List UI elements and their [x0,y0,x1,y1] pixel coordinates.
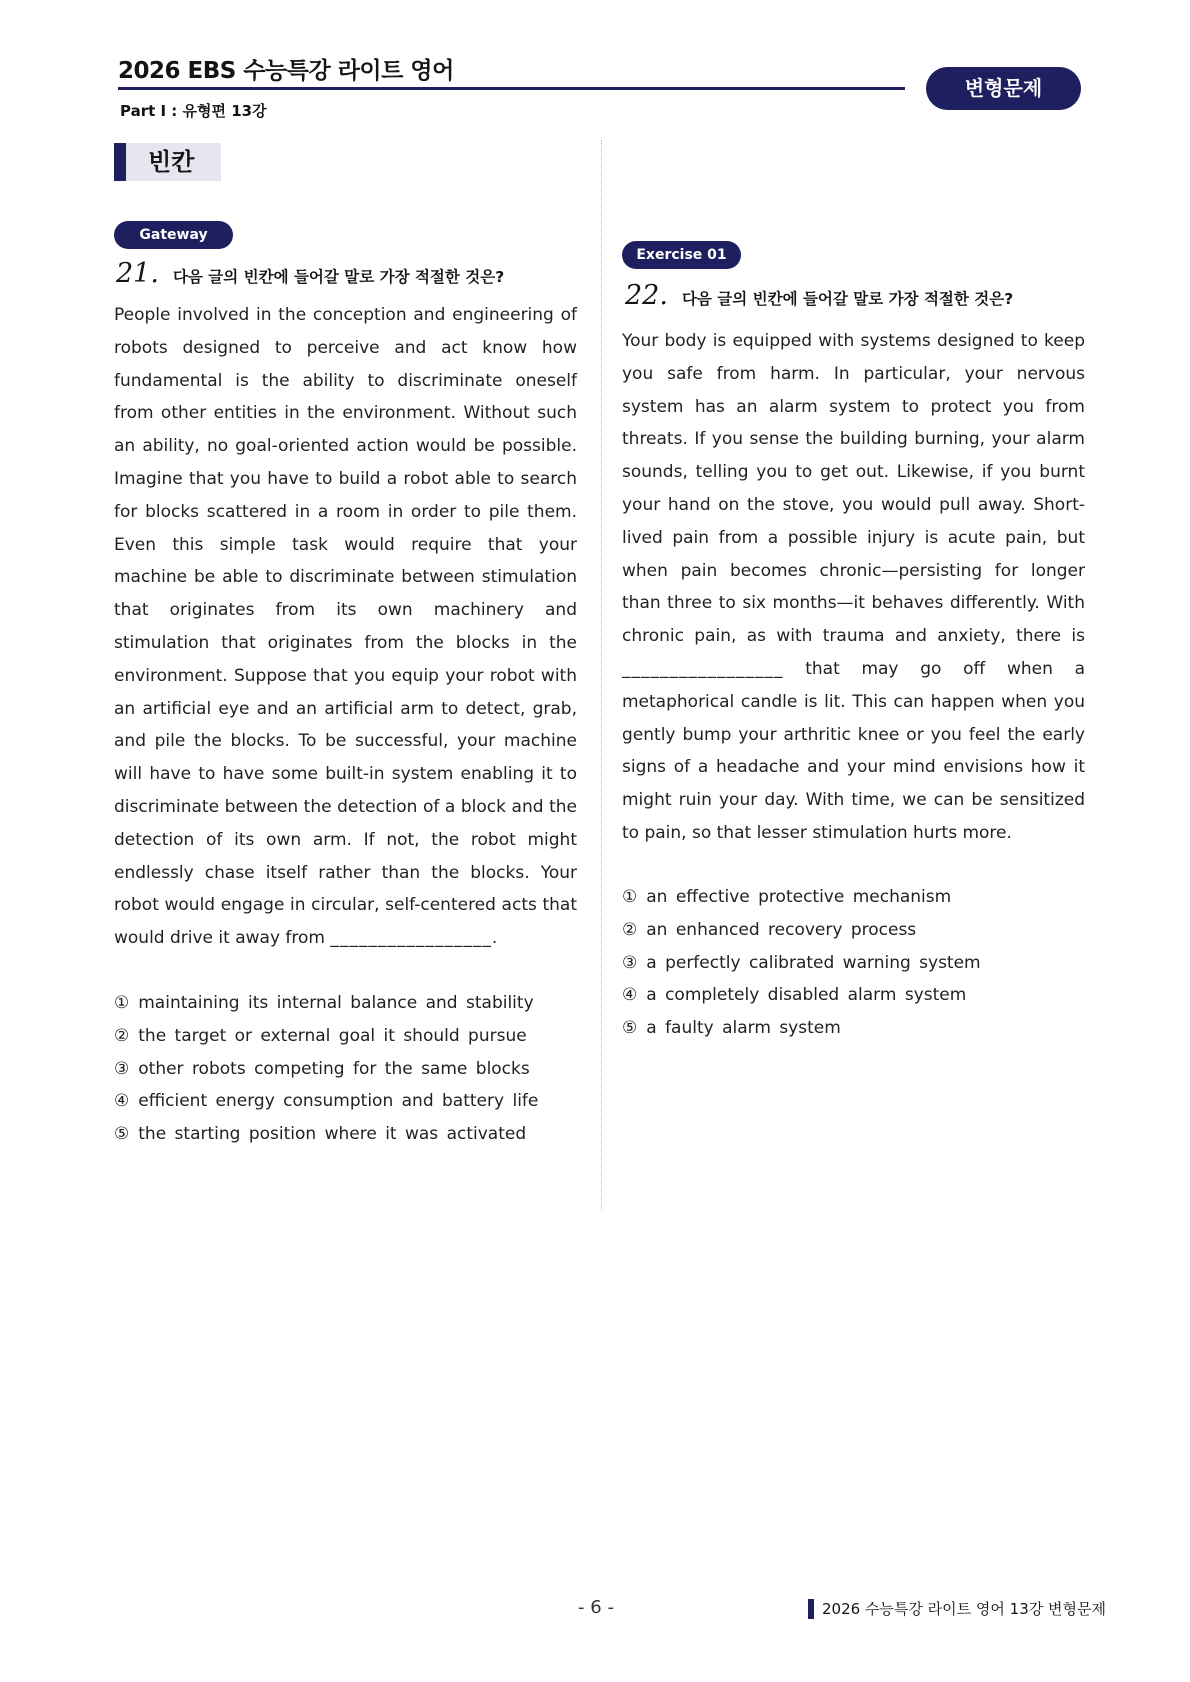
question-22-header [625,280,1013,311]
option-number: ② [622,919,638,940]
options-22 [622,881,981,1045]
question-number: 21. [116,258,159,289]
footer-text: 2026 수능특강 라이트 영어 13강 변형문제 [822,1600,1106,1618]
option-number: ① [114,993,130,1013]
passage-22 [622,325,1085,850]
passage-text-end: . [491,928,498,949]
passage-21 [114,299,577,955]
option-text: the target or external goal it should pursue [138,1025,527,1046]
page-number: - 6 - [578,1597,614,1618]
gateway-tag: Gateway [114,221,233,249]
option-2[interactable] [622,914,981,947]
option-text: a completely disabled alarm system [646,985,967,1006]
option-number: ① [622,887,638,907]
passage-text-end: that may go off when a metaphorical candle is lit. This can happen when you gently bump your arthritic knee or you feel the early signs of a headache and your mind envisions how it might ruin your day. With time, we can be sensitized to pain, so that lesser stimulation hurts more. [622,658,1085,843]
option-number: ② [114,1025,130,1046]
option-3[interactable] [622,947,981,980]
option-1[interactable] [114,987,538,1020]
option-2[interactable] [114,1020,538,1053]
document-title: 2026 EBS 수능특강 라이트 영어 [118,58,454,84]
option-text: an effective protective mechanism [646,887,952,907]
passage-text: Your body is equipped with systems designed to keep you safe from harm. In particular, your nervous system has an alarm system to protect you from threats. If you sense the building burning, your alarm sounds, telling you to get out. Likewise, if you burnt your hand on the stove, you would pull away. Short-lived pain from a possible injury is acute pain, but when pain becomes chronic—persisting for longer than three to six months—it behaves differently. With chronic pain, as with trauma and anxiety, there is [622,331,1085,647]
footer [808,1598,1106,1619]
answer-blank: _________________ [622,658,784,679]
option-text: efficient energy consumption and battery life [138,1091,539,1112]
column-divider [601,140,602,1210]
option-number: ⑤ [114,1124,130,1145]
option-5[interactable] [114,1118,538,1151]
option-text: an enhanced recovery process [646,919,917,940]
variant-badge: 변형문제 [926,67,1081,110]
header-rule [118,87,905,90]
option-4[interactable] [622,979,981,1012]
question-number: 22. [625,280,668,311]
option-1[interactable] [622,881,981,914]
unit-subtitle: Part Ⅰ : 유형편 13강 [120,102,267,120]
passage-text: People involved in the conception and engineering of robots designed to perceive and act know how fundamental is the ability to discriminate oneself from other entities in the environment. Without such an ability, no goal-oriented action would be possible. Imagine that you have to build a robot able to search for blocks scattered in a room in order to pile them. Even this simple task would require that your machine be able to discriminate between stimulation that originates from its own machinery and stimulation that originates from the blocks in the environment. Suppose that you equip your robot with an artificial eye and an artificial arm to detect, grab, and pile the blocks. To be successful, your machine will have to have some built-in system enabling it to discriminate between the detection of a block and the detection of its own arm. If not, the robot might endlessly chase itself rather than the blocks. Your robot would engage in circular, self-centered acts that would drive it away from [114,305,577,949]
option-text: other robots competing for the same blocks [138,1058,530,1079]
option-4[interactable] [114,1085,538,1118]
answer-blank: _________________ [330,928,492,949]
option-number: ④ [622,985,638,1006]
option-text: maintaining its internal balance and stability [138,993,534,1013]
option-number: ③ [114,1058,130,1079]
question-prompt: 다음 글의 빈칸에 들어갈 말로 가장 적절한 것은? [681,290,1014,308]
option-number: ⑤ [622,1018,638,1039]
option-text: the starting position where it was activated [138,1124,527,1145]
question-21-header [116,258,504,289]
option-number: ④ [114,1091,130,1112]
option-3[interactable] [114,1053,538,1086]
question-prompt: 다음 글의 빈칸에 들어갈 말로 가장 적절한 것은? [172,268,505,286]
option-text: a faulty alarm system [646,1018,841,1039]
section-title: 빈칸 [114,143,221,181]
option-number: ③ [622,952,638,973]
option-5[interactable] [622,1012,981,1045]
option-text: a perfectly calibrated warning system [646,952,981,973]
footer-bar [808,1599,814,1619]
options-21 [114,987,538,1151]
exercise-tag: Exercise 01 [622,241,741,269]
